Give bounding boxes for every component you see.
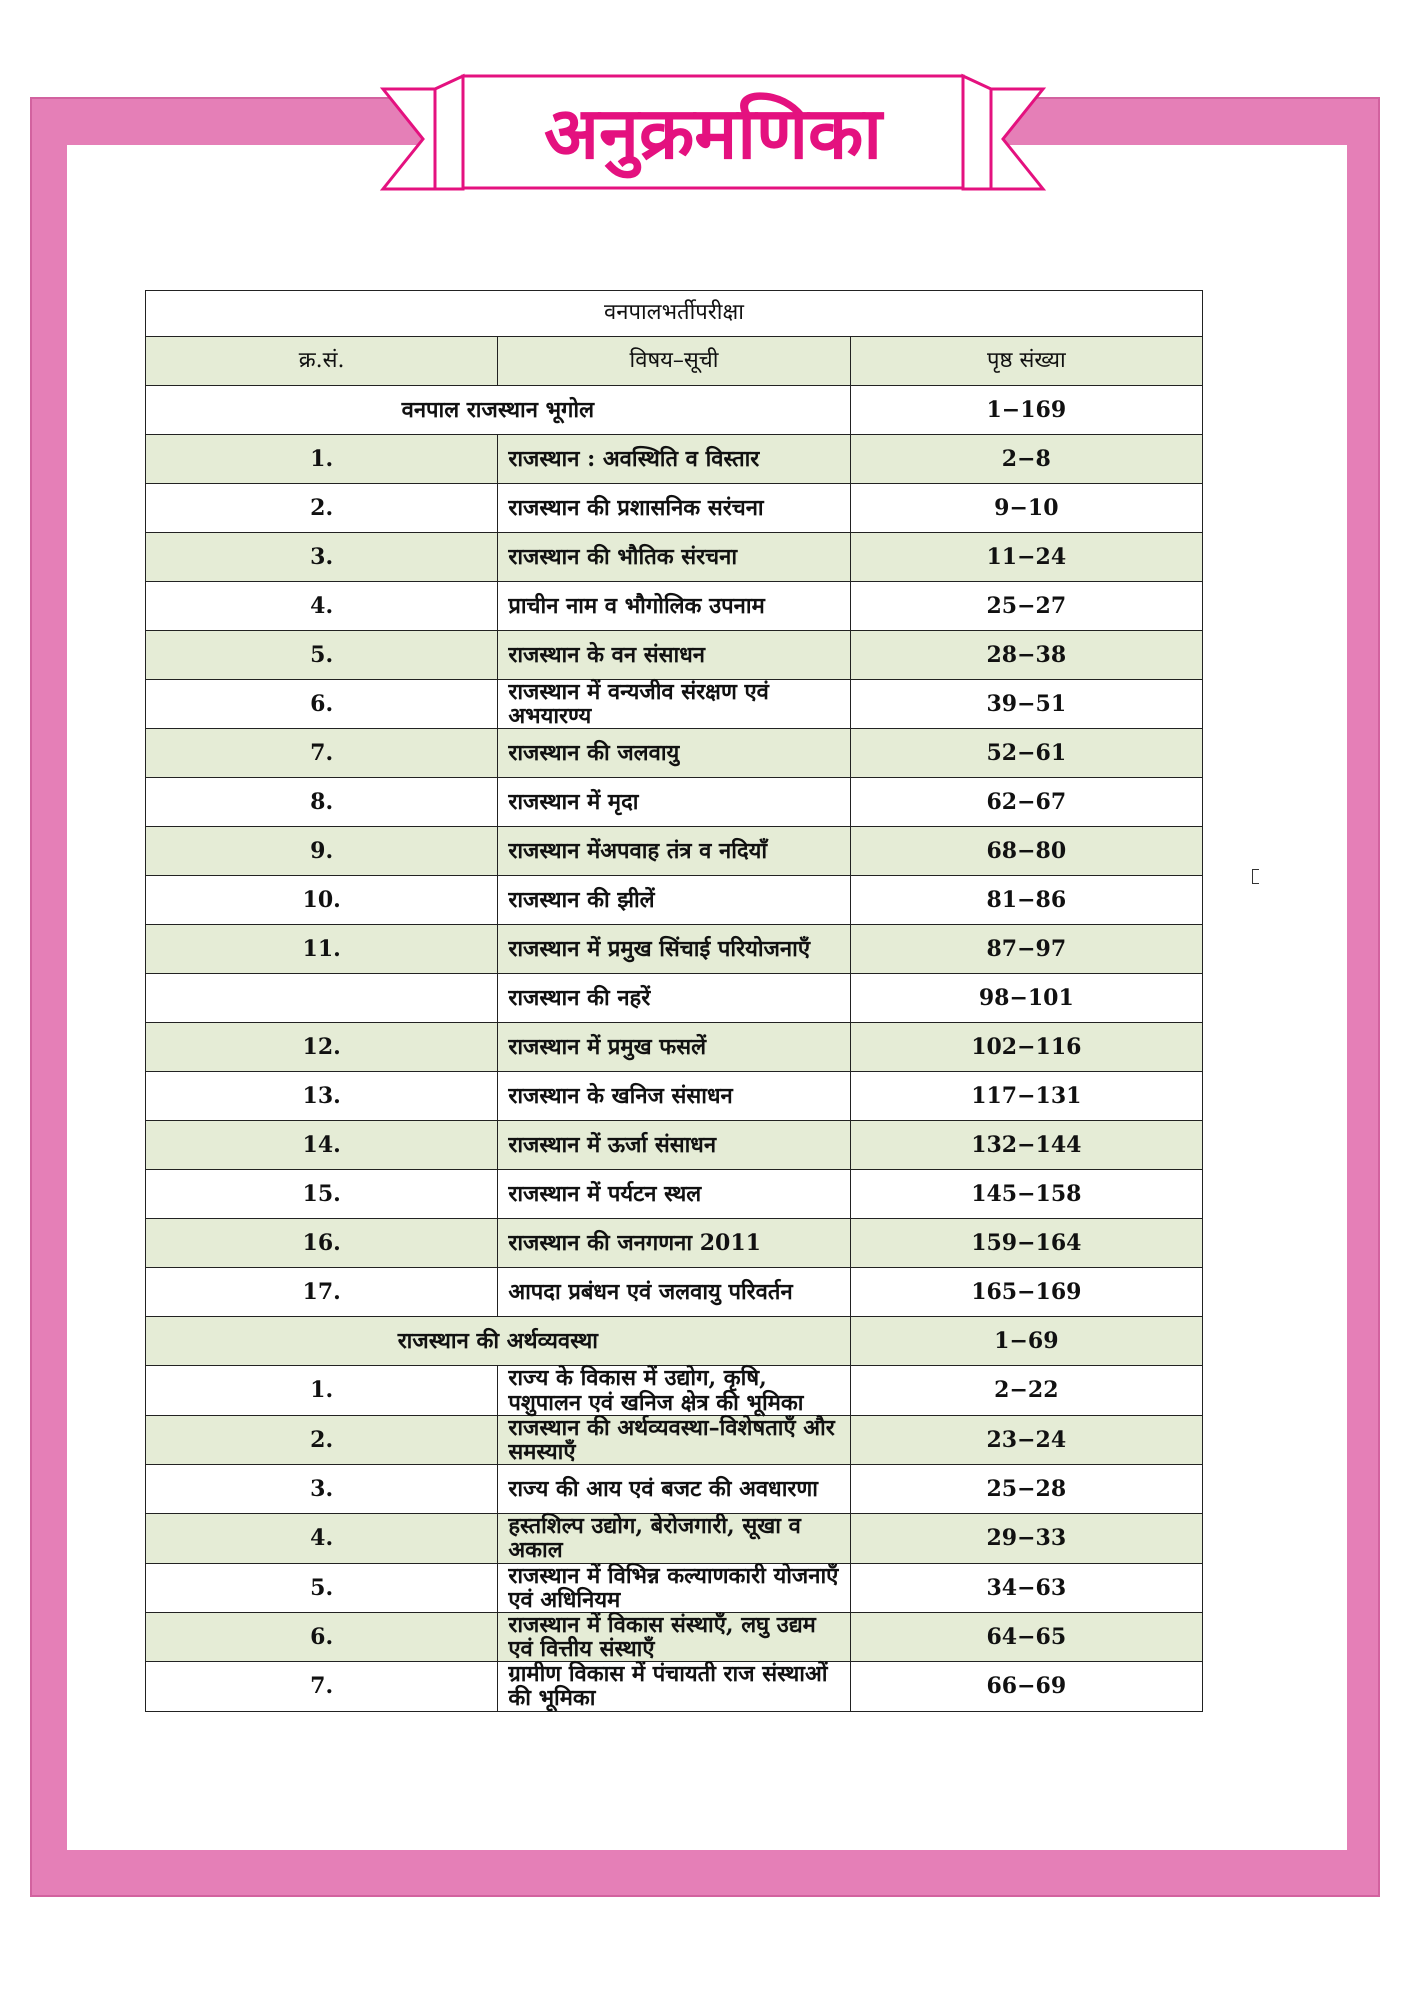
header-serial: क्र.सं.: [146, 337, 498, 386]
row-serial: 7.: [146, 729, 498, 778]
row-serial: 10.: [146, 876, 498, 925]
row-subject: राजस्थान की झीलें: [498, 876, 850, 925]
row-pages: 102−116: [850, 1023, 1202, 1072]
row-pages: 11−24: [850, 533, 1202, 582]
row-serial: 6.: [146, 680, 498, 729]
row-pages: 29−33: [850, 1514, 1202, 1563]
row-subject: राजस्थान में विभिन्न कल्याणकारी योजनाएँ एवं अधिनियम: [498, 1563, 850, 1612]
row-serial: 13.: [146, 1072, 498, 1121]
row-pages: 25−28: [850, 1465, 1202, 1514]
row-serial: 11.: [146, 925, 498, 974]
row-pages: 165−169: [850, 1268, 1202, 1317]
row-pages: 34−63: [850, 1563, 1202, 1612]
table-row: [146, 631, 1203, 680]
row-subject: ग्रामीण विकास में पंचायती राज संस्थाओं की भूमिका: [498, 1662, 850, 1711]
table-row: [146, 876, 1203, 925]
row-pages: 39−51: [850, 680, 1202, 729]
table-row: [146, 1072, 1203, 1121]
section-title: वनपाल राजस्थान भूगोल: [146, 386, 851, 435]
row-pages: 25−27: [850, 582, 1202, 631]
row-serial: 4.: [146, 1514, 498, 1563]
section-pages: 1−169: [850, 386, 1202, 435]
row-pages: 52−61: [850, 729, 1202, 778]
row-subject: राजस्थान की जलवायु: [498, 729, 850, 778]
row-subject: राजस्थान की भौतिक संरचना: [498, 533, 850, 582]
table-row: [146, 1121, 1203, 1170]
row-serial: 5.: [146, 631, 498, 680]
row-subject: राजस्थान में प्रमुख सिंचाई परियोजनाएँ: [498, 925, 850, 974]
section-row: [146, 1317, 1203, 1366]
row-subject: राज्य की आय एवं बजट की अवधारणा: [498, 1465, 850, 1514]
row-pages: 87−97: [850, 925, 1202, 974]
table-row: [146, 1366, 1203, 1415]
row-subject: हस्तशिल्प उद्योग, बेरोजगारी, सूखा व अकाल: [498, 1514, 850, 1563]
row-serial: 16.: [146, 1219, 498, 1268]
table-header-row: [146, 337, 1203, 386]
row-subject: राजस्थान की नहरें: [498, 974, 850, 1023]
row-subject: राजस्थान मेंअपवाह तंत्र व नदियाँ: [498, 827, 850, 876]
row-pages: 64−65: [850, 1612, 1202, 1661]
row-serial: 9.: [146, 827, 498, 876]
table-caption-row: [146, 291, 1203, 337]
row-pages: 117−131: [850, 1072, 1202, 1121]
row-pages: 9−10: [850, 484, 1202, 533]
table-row: [146, 1465, 1203, 1514]
row-subject: राजस्थान में पर्यटन स्थल: [498, 1170, 850, 1219]
row-pages: 62−67: [850, 778, 1202, 827]
row-subject: राजस्थान के वन संसाधन: [498, 631, 850, 680]
row-serial: 14.: [146, 1121, 498, 1170]
table-row: [146, 827, 1203, 876]
row-serial: 2.: [146, 1415, 498, 1464]
title-banner: [353, 64, 1073, 224]
row-serial: 2.: [146, 484, 498, 533]
table-row: [146, 484, 1203, 533]
row-serial: 7.: [146, 1662, 498, 1711]
row-subject: राजस्थान में प्रमुख फसलें: [498, 1023, 850, 1072]
section-title: राजस्थान की अर्थव्यवस्था: [146, 1317, 851, 1366]
contents-table: [145, 290, 1203, 1712]
table-row: [146, 1170, 1203, 1219]
table-row: [146, 680, 1203, 729]
stray-bracket-mark: [1252, 869, 1259, 884]
table-row: [146, 925, 1203, 974]
table-row: [146, 435, 1203, 484]
row-pages: 68−80: [850, 827, 1202, 876]
row-subject: आपदा प्रबंधन एवं जलवायु परिवर्तन: [498, 1268, 850, 1317]
table-row: [146, 778, 1203, 827]
row-serial: 4.: [146, 582, 498, 631]
row-pages: 23−24: [850, 1415, 1202, 1464]
row-serial: 12.: [146, 1023, 498, 1072]
page-title: अनुक्रमणिका: [544, 90, 882, 175]
row-serial: 17.: [146, 1268, 498, 1317]
row-pages: 81−86: [850, 876, 1202, 925]
row-subject: राजस्थान में वन्यजीव संरक्षण एवं अभयारण्य: [498, 680, 850, 729]
row-subject: राजस्थान : अवस्थिति व विस्तार: [498, 435, 850, 484]
row-subject: राजस्थान में मृदा: [498, 778, 850, 827]
row-serial: [146, 974, 498, 1023]
row-subject: राज्य के विकास में उद्योग, कृषि, पशुपालन एवं खनिज क्षेत्र की भूमिका: [498, 1366, 850, 1415]
row-pages: 132−144: [850, 1121, 1202, 1170]
row-serial: 5.: [146, 1563, 498, 1612]
table-row: [146, 1415, 1203, 1464]
table-row: [146, 1268, 1203, 1317]
row-serial: 3.: [146, 533, 498, 582]
row-pages: 28−38: [850, 631, 1202, 680]
row-pages: 159−164: [850, 1219, 1202, 1268]
table-row: [146, 1563, 1203, 1612]
header-subject: विषय–सूची: [498, 337, 850, 386]
row-serial: 3.: [146, 1465, 498, 1514]
table-row: [146, 1514, 1203, 1563]
row-subject: राजस्थान में ऊर्जा संसाधन: [498, 1121, 850, 1170]
row-serial: 1.: [146, 1366, 498, 1415]
table-row: [146, 1219, 1203, 1268]
row-pages: 2−22: [850, 1366, 1202, 1415]
row-serial: 1.: [146, 435, 498, 484]
row-subject: राजस्थान की जनगणना 2011: [498, 1219, 850, 1268]
row-pages: 66−69: [850, 1662, 1202, 1711]
row-subject: राजस्थान में विकास संस्थाएँ, लघु उद्यम एवं वित्तीय संस्थाएँ: [498, 1612, 850, 1661]
table-row: [146, 729, 1203, 778]
row-serial: 8.: [146, 778, 498, 827]
row-serial: 15.: [146, 1170, 498, 1219]
table-row: [146, 974, 1203, 1023]
table-row: [146, 533, 1203, 582]
row-pages: 145−158: [850, 1170, 1202, 1219]
row-serial: 6.: [146, 1612, 498, 1661]
table-row: [146, 1023, 1203, 1072]
table-row: [146, 1612, 1203, 1661]
row-subject: राजस्थान के खनिज संसाधन: [498, 1072, 850, 1121]
row-subject: प्राचीन नाम व भौगोलिक उपनाम: [498, 582, 850, 631]
row-subject: राजस्थान की अर्थव्यवस्था–विशेषताएँ और समस्याएँ: [498, 1415, 850, 1464]
section-row: [146, 386, 1203, 435]
section-pages: 1−69: [850, 1317, 1202, 1366]
header-pages: पृष्ठ संख्या: [850, 337, 1202, 386]
row-subject: राजस्थान की प्रशासनिक सरंचना: [498, 484, 850, 533]
table-row: [146, 582, 1203, 631]
row-pages: 98−101: [850, 974, 1202, 1023]
table-caption: वनपालभर्तीपरीक्षा: [146, 291, 1203, 337]
row-pages: 2−8: [850, 435, 1202, 484]
table-row: [146, 1662, 1203, 1711]
